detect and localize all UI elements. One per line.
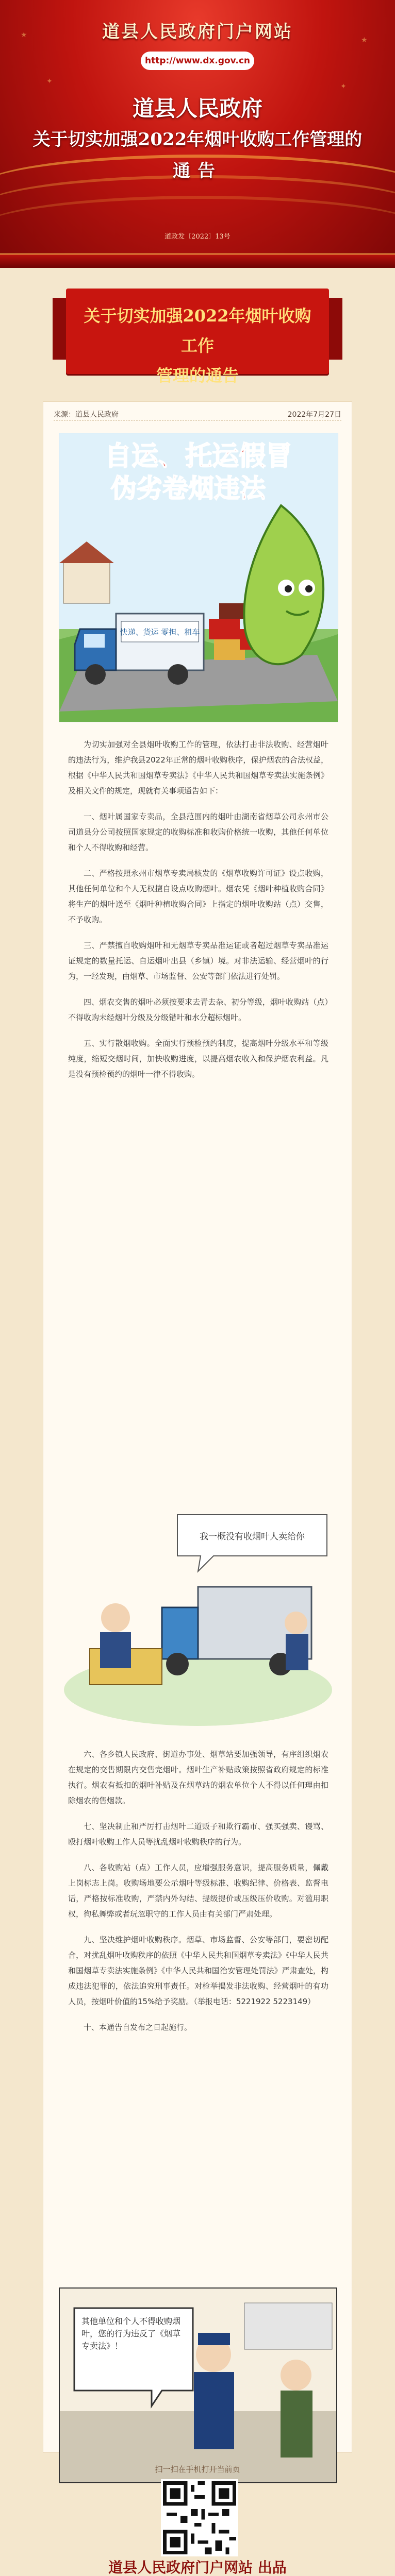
ribbon-title-line-1: 关于切实加强2022年烟叶收购工作 [84, 306, 311, 355]
paragraph: 一、烟叶属国家专卖品，全县范围内的烟叶由湖南省烟草公司永州市公司道县分公司按照国家规定的收购标准和收购价格统一收购，其他任何单位和个人不得收购和经营。 [68, 812, 328, 852]
title-line-3: 通告 [173, 161, 222, 181]
decor-wave [0, 196, 395, 261]
paragraph: 五、实行散烟收购。全面实行预检预约制度，提高烟叶分级水平和等级纯度，缩短交烟时间，加快收购进度，以提高烟农收入和保护烟农利益。凡是没有预检预约的烟叶一律不得收购。 [68, 1039, 328, 1079]
title-line-1: 道县人民政府 [132, 96, 262, 121]
document-number: 道政发〔2022〕13号 [164, 233, 231, 241]
ribbon-title [76, 301, 319, 391]
paragraph: 四、烟农交售的烟叶必须按要求去青去杂、初分等级，烟叶收购站（点）不得收购未经烟叶分级及分级错叶和水分超标烟叶。 [68, 997, 328, 1022]
qr-code-icon [163, 2481, 236, 2554]
paragraph: 三、严禁擅自收购烟叶和无烟草专卖品准运证或者超过烟草专卖品准运证规定的数量托运、自运烟叶出县（乡镇）境。对非法运输、经营烟叶的行为，一经发现，由烟草、市场监督、公安等部门依法进行处罚。 [68, 941, 328, 981]
body-text-part-2 [68, 1747, 328, 2035]
title-ribbon [66, 289, 329, 385]
qr-code[interactable] [161, 2479, 238, 2556]
star-decor-icon: ✦ [340, 82, 347, 91]
officer-speech-text: 其他单位和个人不得收购烟叶，您的行为违反了《烟草专卖法》！ [81, 2316, 181, 2351]
article-date: 2022年7月27日 [287, 411, 341, 419]
paragraph: 为切实加强对全县烟叶收购工作的管理，依法打击非法收购、经营烟叶的违法行为，维护我县2022年正常的烟叶收购秩序，保护烟农的合法权益，根据《中华人民共和国烟草专卖法》《中华人民共和国烟草专卖法实施条例》及相关文件的规定，现就有关事项通告如下： [68, 740, 328, 795]
publisher-credit: 道县人民政府门户网站 出品 [108, 2559, 287, 2576]
ribbon-title-line-2: 管理的通告 [156, 366, 239, 385]
header-banner [0, 0, 395, 268]
poster-illustration [59, 433, 338, 722]
trucks-scene [59, 1494, 337, 1731]
paragraph: 二、严格按照永州市烟草专卖局核发的《烟草收购许可证》设点收购，其他任何单位和个人无权擅自设点收购烟叶。烟农凭《烟叶种植收购合同》将生产的烟叶送至《烟叶种植收购合同》上指定的烟叶收购站（点）交售，不予收购。 [68, 869, 328, 924]
poster-slogan-2: 伪劣卷烟违法 [111, 473, 266, 503]
officer-illustration [59, 2287, 337, 2483]
paragraph: 九、坚决维护烟叶收购秩序。烟草、市场监督、公安等部门，要密切配合，对扰乱烟叶收购秩序的依照《中华人民共和国烟草专卖法》《中华人民共和国烟草专卖法实施条例》《中华人民共和国治安管理处罚法》严肃查处，构成违法犯罪的，依法追究刑事责任。对检举揭发非法收购、经营烟叶的有功人员，按烟叶价值的15%给予奖励。（举报电话：5221922 5223149） [68, 1935, 328, 2006]
header-edge [0, 253, 395, 268]
officer-scene [59, 2287, 337, 2483]
paragraph: 七、坚决制止和严厉打击烟叶二道贩子和欺行霸市、强买强卖、谩骂、殴打烟叶收购工作人员等扰乱烟叶收购秩序的行为。 [68, 1822, 328, 1846]
paragraph: 十、本通告自发布之日起施行。 [84, 2023, 192, 2032]
star-decor-icon: ✦ [46, 77, 53, 86]
portal-url-link[interactable]: http://www.dx.gov.cn [141, 52, 254, 70]
truck-sign: 快递、货运 零担、租车 [120, 628, 200, 637]
document-title [15, 93, 380, 188]
star-decor-icon: ★ [21, 31, 27, 39]
qr-caption: 扫一扫在手机打开当前页 [155, 2465, 240, 2474]
paragraph: 六、各乡镇人民政府、街道办事处、烟草站要加强领导，有序组织烟农在规定的交售期限内交售完烟叶。烟叶生产补贴政策按照省政府规定的标准执行。烟农有抵扣的烟叶补贴及在烟草站的烟农单位个人不得以任何理由扣除烟农的售烟款。 [68, 1750, 328, 1805]
paragraph: 八、各收购站（点）工作人员，应增强服务意识，提高服务质量，佩戴上岗标志上岗。收购场地要公示烟叶等级标准、收购纪律、价格表、监督电话，严格按标准收购，严禁内外勾结、提级提价或压级压价收购。对滥用职权，徇私舞弊或者玩忽职守的工作人员由有关部门严肃处理。 [68, 1863, 328, 1919]
poster-slogan-1: 自运、托运假冒 [104, 441, 293, 472]
title-line-2: 关于切实加强2022年烟叶收购工作管理的 [32, 129, 363, 150]
poster-scene [59, 433, 338, 722]
article-paper [43, 402, 352, 2452]
article-source: 来源：道县人民政府 [54, 411, 119, 419]
star-decor-icon: ★ [361, 36, 368, 44]
portal-name: 道县人民政府门户网站 [102, 22, 293, 42]
speech-bubble-text: 我一概没有收烟叶人卖给你 [200, 1532, 305, 1542]
ribbon-body [66, 289, 329, 385]
article-meta [54, 407, 341, 421]
trucks-illustration [59, 1494, 337, 1731]
body-text-part-1 [68, 737, 328, 1082]
